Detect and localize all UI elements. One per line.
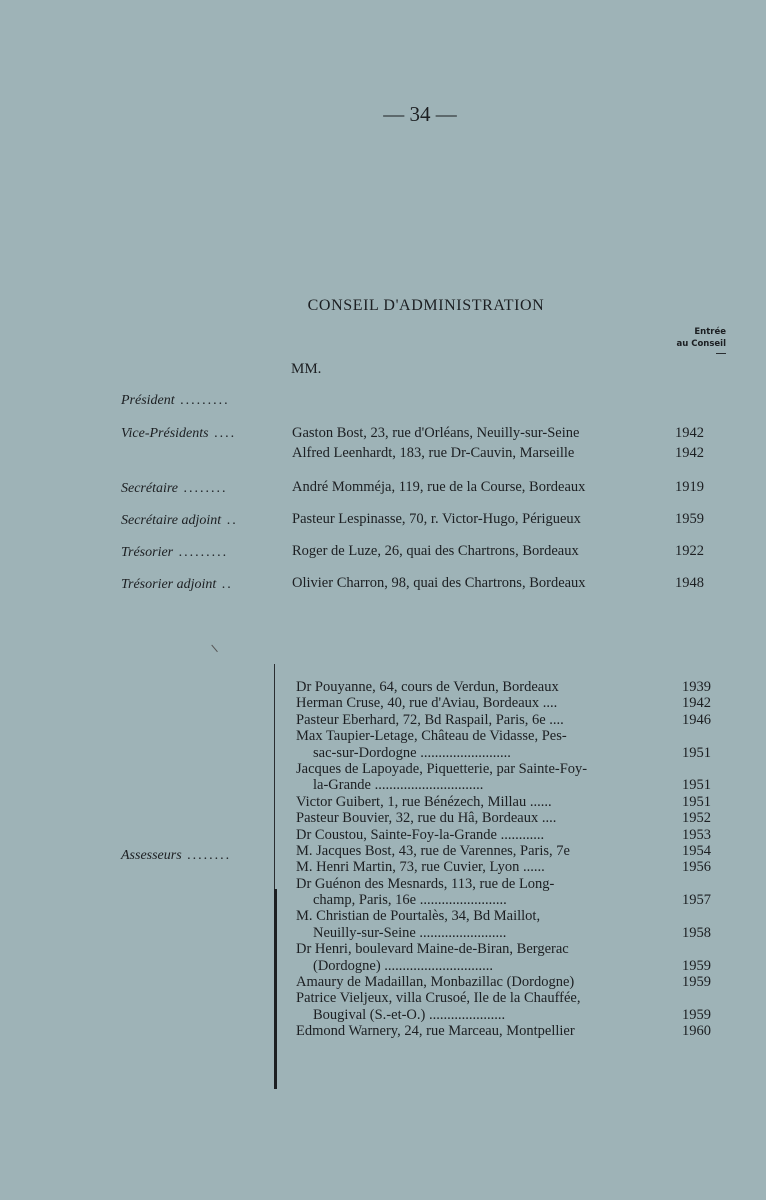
entry-column-header: [676, 326, 726, 354]
bracket-emphasis: [274, 889, 277, 1089]
assessor-text: Bougival (S.-et-O.) .....................: [313, 1006, 506, 1023]
assessor-row: [296, 827, 711, 843]
assessor-text: M. Jacques Bost, 43, rue de Varennes, Paris, 7e: [296, 842, 570, 859]
entry-year: 1919: [675, 479, 704, 495]
entry-year: [658, 761, 711, 777]
entry-year: 1951: [682, 744, 711, 761]
assessor-text: Edmond Warnery, 24, rue Marceau, Montpellier: [296, 1023, 575, 1040]
officer-name: André Momméja, 119, rue de la Course, Bordeaux: [292, 479, 586, 495]
officer-name: Pasteur Lespinasse, 70, r. Victor-Hugo, Périgueux: [292, 511, 581, 527]
role-vice-presidents: [121, 426, 236, 442]
assessor-text: Neuilly-sur-Seine ........................: [313, 924, 507, 941]
assessor-row: [296, 892, 711, 908]
entry-year: 1951: [682, 777, 711, 794]
assessor-text: Max Taupier-Letage, Château de Vidasse, Pes-: [296, 728, 567, 745]
assessor-text: Victor Guibert, 1, rue Bénézech, Millau ......: [296, 793, 552, 810]
officer-name: Gaston Bost, 23, rue d'Orléans, Neuilly-sur-Seine: [292, 425, 580, 441]
assessor-row: [296, 1007, 711, 1023]
assessor-row: [296, 728, 711, 744]
entry-year: 1958: [682, 924, 711, 941]
leader-dots: ..: [221, 513, 238, 528]
role-label: Secrétaire adjoint: [121, 513, 222, 528]
assessor-text: Dr Guénon des Mesnards, 113, rue de Long-: [296, 875, 555, 892]
entry-year: 1939: [682, 679, 711, 695]
page-title: CONSEIL D'ADMINISTRATION: [307, 297, 545, 314]
entry-year: 1954: [682, 842, 711, 859]
entry-year: 1952: [682, 810, 711, 827]
assessor-row: [296, 925, 711, 941]
assessor-row: [296, 958, 711, 974]
assessor-text: Dr Pouyanne, 64, cours de Verdun, Bordeaux: [296, 679, 559, 695]
entry-year: 1948: [675, 575, 704, 591]
assessor-row: [296, 843, 711, 859]
assessor-row: [296, 908, 711, 924]
assessor-row: [296, 745, 711, 761]
entry-year: 1946: [682, 711, 711, 728]
assessor-text: Pasteur Bouvier, 32, rue du Hâ, Bordeaux ....: [296, 810, 557, 827]
officer-name: Roger de Luze, 26, quai des Chartrons, Bordeaux: [292, 543, 579, 559]
entry-year: 1957: [682, 892, 711, 909]
assessor-row: [296, 794, 711, 810]
entry-year: 1951: [682, 793, 711, 810]
assessor-row: [296, 761, 711, 777]
officer-name: Alfred Leenhardt, 183, rue Dr-Cauvin, Marseille: [292, 445, 575, 461]
entry-year: 1942: [675, 445, 704, 461]
assessor-row: [296, 859, 711, 875]
assessor-text: M. Henri Martin, 73, rue Cuvier, Lyon ......: [296, 859, 545, 876]
entry-year: 1960: [682, 1023, 711, 1040]
role-label: Assesseurs: [121, 848, 182, 863]
margin-mark: [211, 639, 224, 652]
mm-heading: MM.: [291, 361, 322, 377]
role-tresorier: [121, 545, 228, 561]
assessor-text: la-Grande ..............................: [313, 777, 484, 794]
role-label: Trésorier: [121, 545, 174, 560]
assessor-text: Patrice Vieljeux, villa Crusoé, Ile de la Chauffée,: [296, 990, 581, 1007]
assessor-text: M. Christian de Pourtalès, 34, Bd Maillot,: [296, 908, 541, 925]
entry-year: 1956: [682, 859, 711, 876]
role-label: Président: [121, 393, 175, 408]
entry-year: [658, 728, 711, 744]
role-president: [121, 393, 230, 409]
assessor-row: [296, 777, 711, 793]
assessor-text: (Dordogne) ..............................: [313, 957, 494, 974]
assessor-text: sac-sur-Dordogne .........................: [313, 744, 511, 761]
assessor-row: [296, 990, 711, 1006]
assessor-text: Jacques de Lapoyade, Piquetterie, par Sainte-Foy-: [296, 760, 588, 777]
entry-header-line2: au Conseil: [676, 339, 726, 349]
assessor-row: [296, 941, 711, 957]
entry-year: [658, 941, 711, 957]
assessor-row: [296, 712, 711, 728]
assessor-row: [296, 679, 711, 695]
entry-year: 1942: [675, 425, 704, 441]
leader-dots: ....: [208, 426, 237, 441]
assessor-text: Amaury de Madaillan, Monbazillac (Dordogne): [296, 974, 575, 991]
assessor-text: Pasteur Eberhard, 72, Bd Raspail, Paris, 6e ....: [296, 711, 564, 728]
entry-year: 1959: [682, 974, 711, 991]
assessor-row: [296, 695, 711, 711]
entry-year: [658, 990, 711, 1006]
assessor-text: Herman Cruse, 40, rue d'Aviau, Bordeaux ....: [296, 695, 558, 712]
leader-dots: ........: [181, 848, 232, 863]
entry-year: [658, 908, 711, 924]
entry-year: 1959: [682, 957, 711, 974]
assessor-text: Dr Coustou, Sainte-Foy-la-Grande ............: [296, 826, 545, 843]
role-assesseurs: [121, 848, 231, 864]
leader-dots: ..: [216, 577, 233, 592]
entry-year: 1959: [682, 1006, 711, 1023]
assessor-row: [296, 876, 711, 892]
role-secretaire-adjoint: [121, 513, 238, 529]
header-underline: [716, 353, 726, 354]
assessor-row: [296, 974, 711, 990]
leader-dots: .........: [173, 545, 229, 560]
entry-year: 1922: [675, 543, 704, 559]
entry-year: 1942: [682, 695, 711, 712]
entry-year: [658, 876, 711, 892]
assessor-row: [296, 810, 711, 826]
role-label: Vice-Présidents: [121, 426, 209, 441]
leader-dots: .........: [174, 393, 230, 408]
role-tresorier-adjoint: [121, 577, 233, 593]
assessors-bracket: [273, 664, 278, 1064]
role-label: Trésorier adjoint: [121, 577, 217, 592]
entry-year: 1959: [675, 511, 704, 527]
entry-year: 1953: [682, 826, 711, 843]
assessor-text: champ, Paris, 16e ........................: [313, 892, 507, 909]
officer-name: Olivier Charron, 98, quai des Chartrons, Bordeaux: [292, 575, 586, 591]
leader-dots: ........: [178, 481, 228, 496]
assessors-list: [296, 679, 711, 1040]
page-number: — 34 —: [383, 102, 457, 126]
role-label: Secrétaire: [121, 481, 179, 496]
assessor-row: [296, 1023, 711, 1039]
role-secretaire: [121, 481, 228, 497]
entry-header-line1: Entrée: [694, 327, 726, 337]
assessor-text: Dr Henri, boulevard Maine-de-Biran, Bergerac: [296, 941, 569, 958]
